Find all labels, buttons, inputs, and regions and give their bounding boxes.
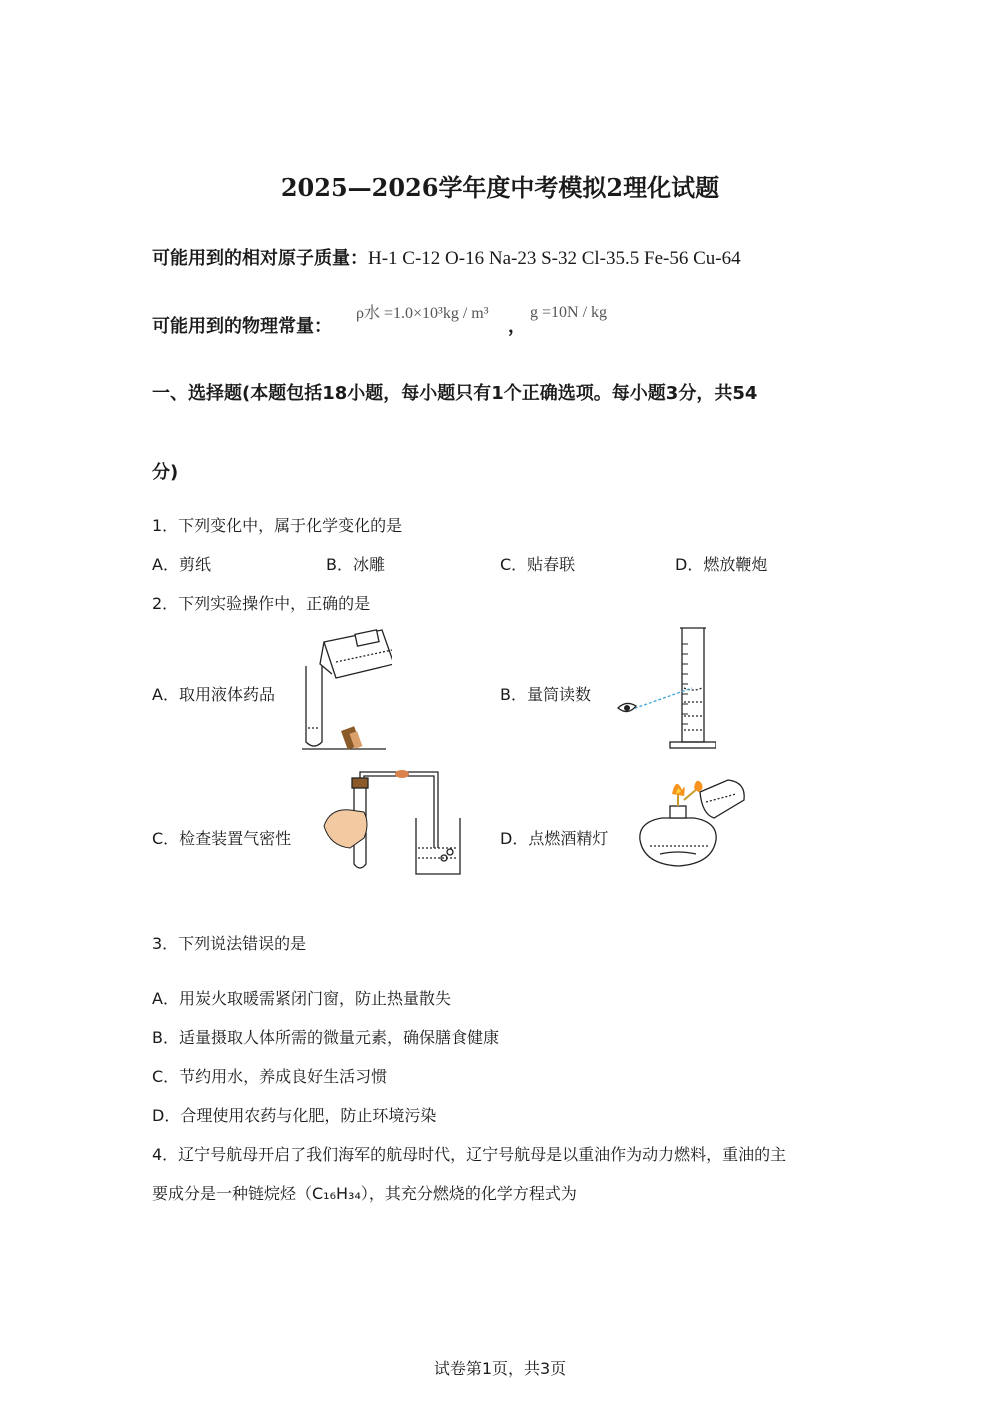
gravity-formula: g =10N / kg xyxy=(530,304,608,321)
q3-option-d: D．合理使用农药与化肥，防止环境污染 xyxy=(152,1106,437,1125)
section-heading-line1: 一、选择题(本题包括18小题，每小题只有1个正确选项。每小题3分，共54 xyxy=(152,383,758,404)
q2-option-d: D．点燃酒精灯 xyxy=(500,829,609,848)
atomic-mass-label: 可能用到的相对原子质量： xyxy=(152,248,368,269)
pouring-liquid-figure xyxy=(300,624,392,754)
question-2-stem: 2．下列实验操作中，正确的是 xyxy=(152,594,371,613)
q3-option-a: A．用炭火取暖需紧闭门窗，防止热量散失 xyxy=(152,989,451,1008)
q3-option-b: B．适量摄取人体所需的微量元素，确保膳食健康 xyxy=(152,1028,499,1047)
cylinder-reading-figure xyxy=(616,624,716,754)
water-density-formula: ρ水 =1.0×10³kg / m³ xyxy=(356,305,489,322)
atomic-mass-values: H-1 C-12 O-16 Na-23 S-32 Cl-35.5 Fe-56 Cu-64 xyxy=(368,248,741,269)
q1-option-c: C．贴春联 xyxy=(500,555,576,574)
q3-option-c: C．节约用水，养成良好生活习惯 xyxy=(152,1067,388,1086)
atomic-mass-line xyxy=(152,244,741,270)
q2-option-c: C．检查装置气密性 xyxy=(152,829,292,848)
page-title: 2025—2026学年度中考模拟2理化试题 xyxy=(280,173,720,202)
section-heading-line2: 分) xyxy=(152,462,179,483)
constants-separator: ， xyxy=(508,316,526,337)
airtightness-check-figure xyxy=(320,768,470,876)
constants-label: 可能用到的物理常量： xyxy=(152,316,332,337)
q2-option-a: A．取用液体药品 xyxy=(152,685,275,704)
question-1-stem: 1．下列变化中，属于化学变化的是 xyxy=(152,516,403,535)
question-4-line1: 4．辽宁号航母开启了我们海军的航母时代，辽宁号航母是以重油作为动力燃料，重油的主 xyxy=(152,1145,787,1164)
alcohol-lamp-figure xyxy=(632,772,752,872)
q2-option-b: B．量筒读数 xyxy=(500,685,591,704)
q1-option-b: B．冰雕 xyxy=(326,555,385,574)
q1-option-d: D．燃放鞭炮 xyxy=(675,555,768,574)
question-3-stem: 3．下列说法错误的是 xyxy=(152,934,307,953)
question-4-line2: 要成分是一种链烷烃（C₁₆H₃₄），其充分燃烧的化学方程式为 xyxy=(152,1184,577,1203)
q1-option-a: A．剪纸 xyxy=(152,555,211,574)
page-footer: 试卷第1页，共3页 xyxy=(433,1359,567,1378)
